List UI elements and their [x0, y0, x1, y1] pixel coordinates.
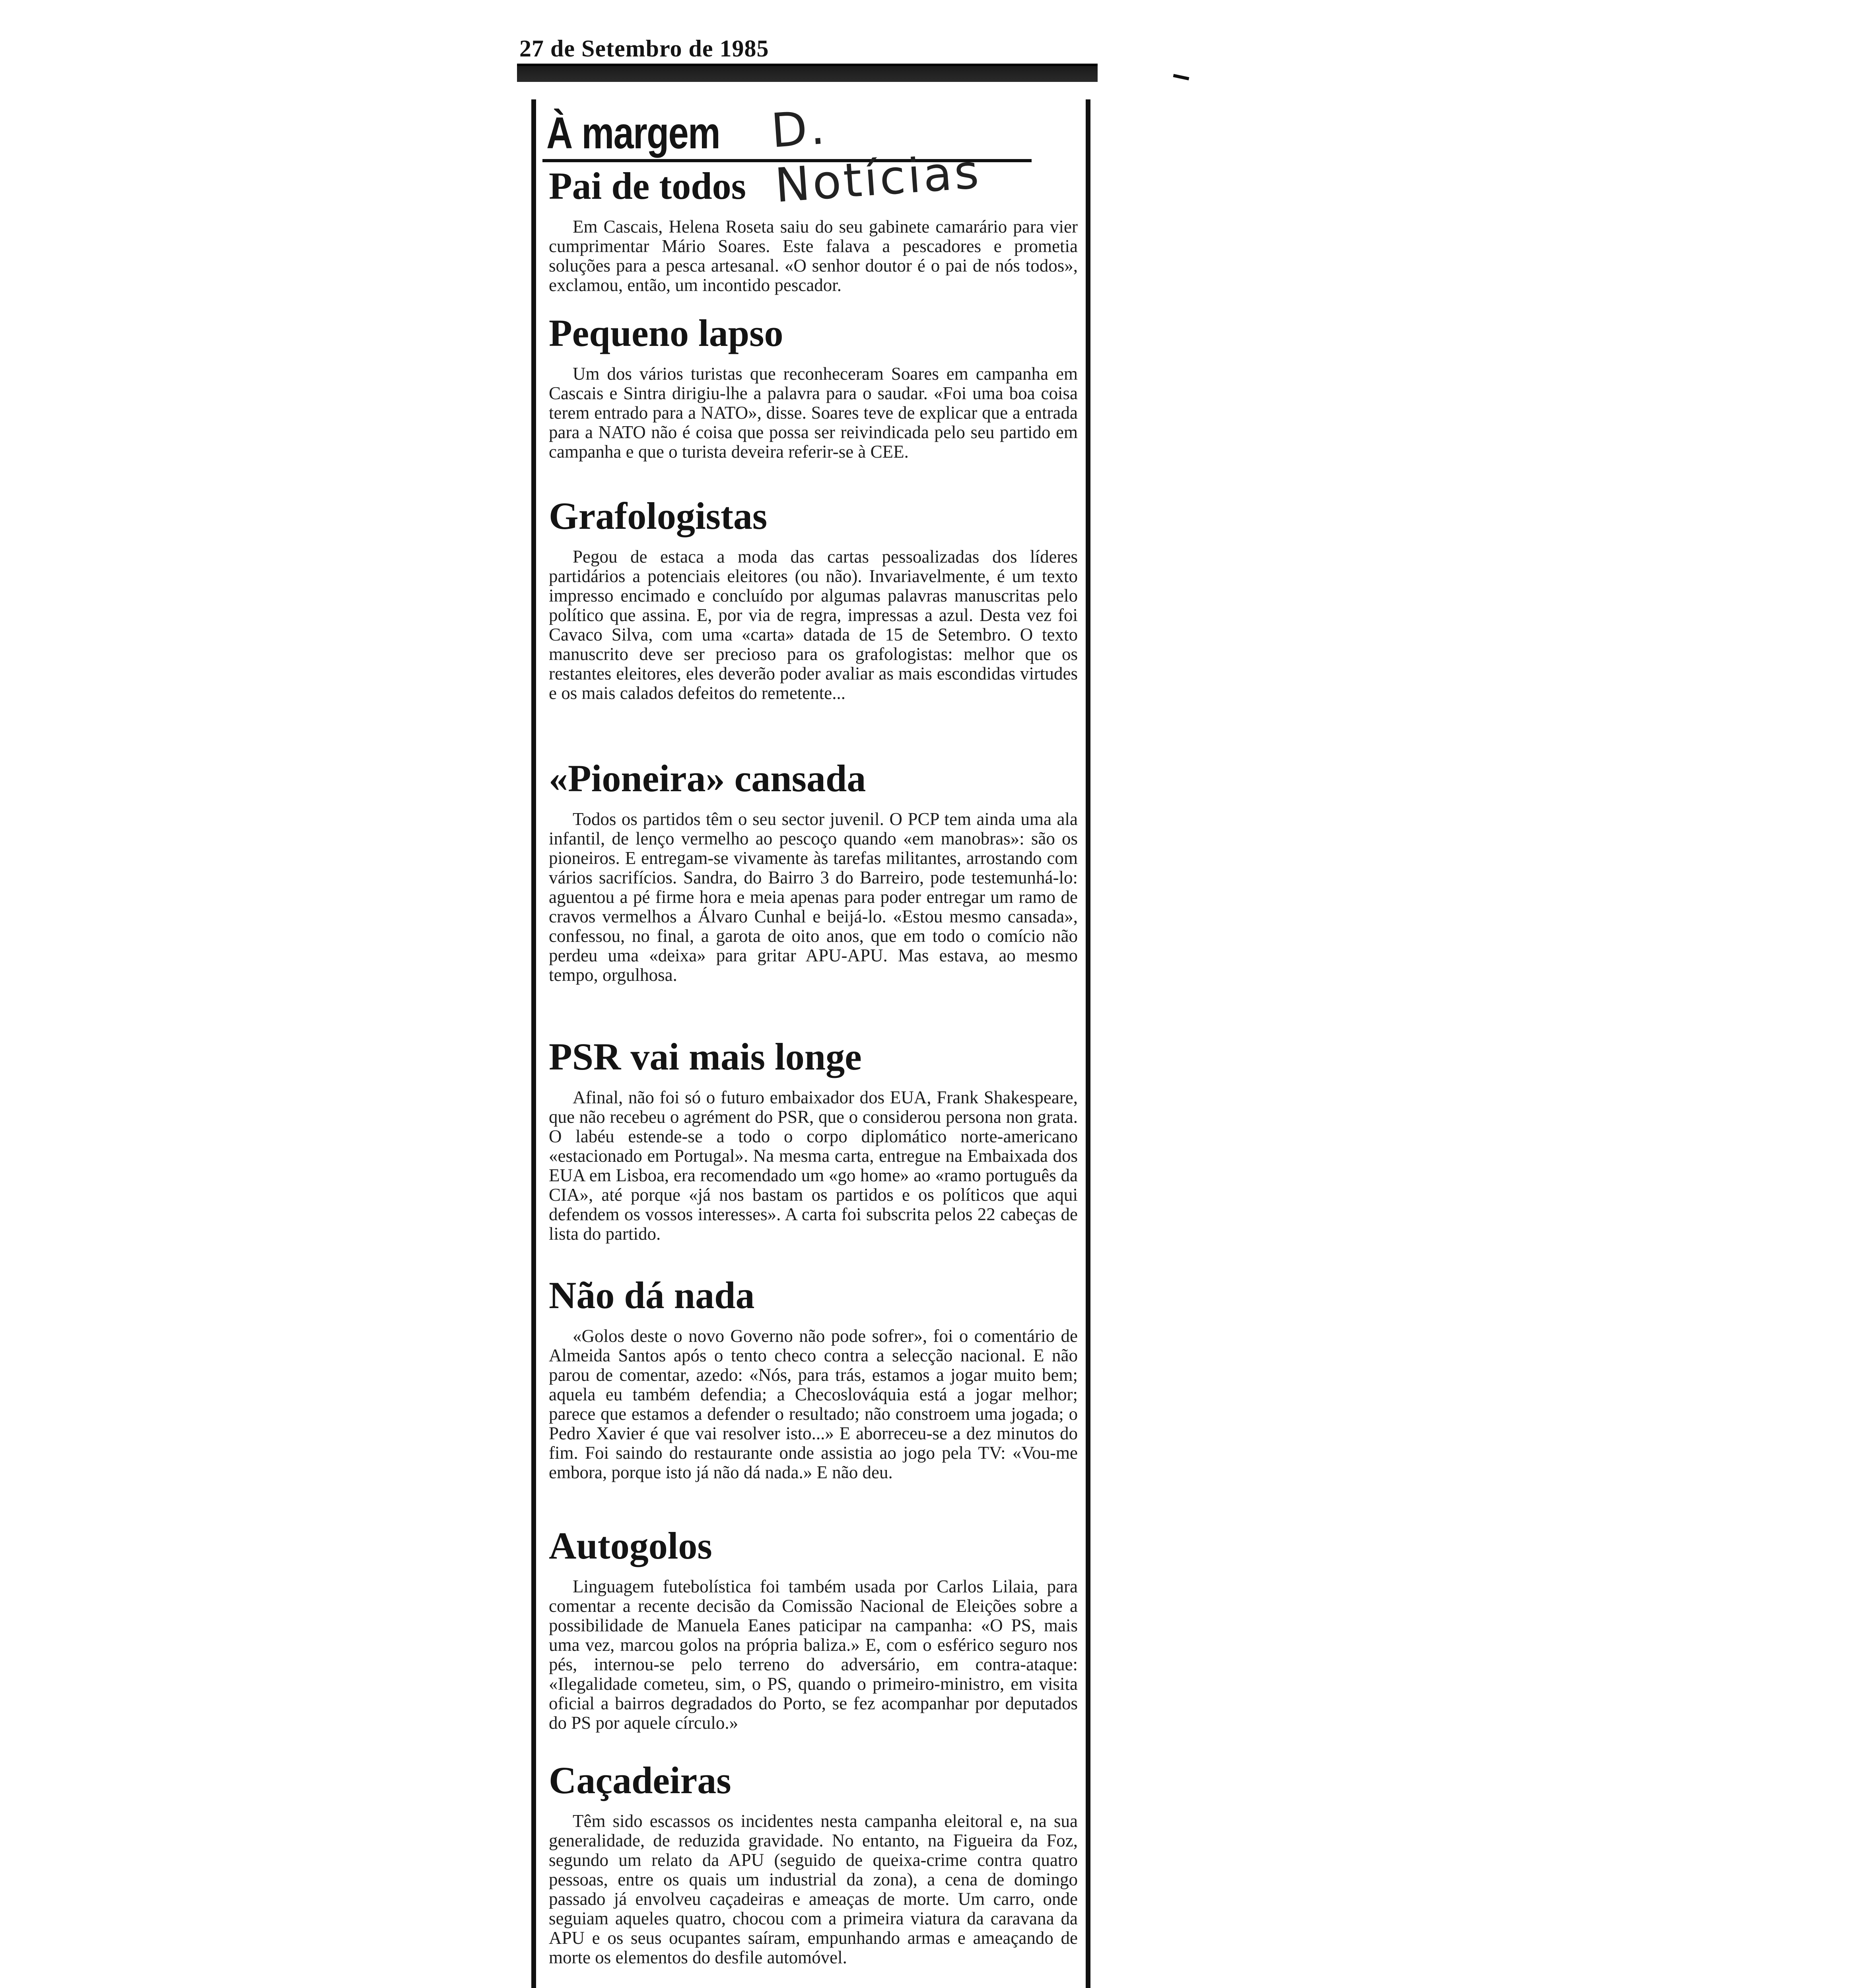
article-body: Pegou de estaca a moda das cartas pessoalizadas dos líderes partidários a potenciais eleitores (ou não). Invariavelmente, é um texto impresso encimado e concluído por algumas palavras manuscritas pelo político que assina. E, por via de regra, impressas a azul. Desta vez foi Cavaco Silva, com uma «carta» datada de 15 de Setembro. O texto manuscrito deve ser precioso para os grafologistas: melhor que os restantes eleitores, eles deverão poder avaliar as mais escondidas virtudes e os mais calados defeitos do remetente... [549, 547, 1078, 703]
article-title: PSR vai mais longe [549, 1035, 862, 1078]
article-title: Caçadeiras [549, 1759, 731, 1802]
article-pequeno-lapso [549, 314, 1078, 462]
publication-date: 27 de Setembro de 1985 [519, 35, 769, 62]
article-cacadeiras [549, 1761, 1078, 1967]
article-autogolos [549, 1524, 1078, 1733]
article-body: Em Cascais, Helena Roseta saiu do seu gabinete camarário para vier cumprimentar Mário Soares. Este falava a pescadores e prometia soluções para a pesca artesanal. «O senhor doutor é o pai de nós todos», exclamou, então, um incontido pescador. [549, 217, 1078, 295]
article-body: Todos os partidos têm o seu sector juvenil. O PCP tem ainda uma ala infantil, de lenço vermelho ao pescoço quando «em manobras»: são os pioneiros. E entregam-se vivamente às tarefas militantes, arrostando com vários sacrifícios. Sandra, do Bairro 3 do Barreiro, pode testemunhá-lo: aguentou a pé firme hora e meia apenas para poder entregar um ramo de cravos vermelhos a Álvaro Cunhal e beijá-lo. «Estou mesmo cansada», confessou, no final, a garota de oito anos, que em todo o comício não perdeu uma «deixa» para gritar APU-APU. Mas estava, ao mesmo tempo, orgulhosa. [549, 809, 1078, 985]
article-pai-de-todos [549, 167, 1078, 295]
margin-mark [1173, 74, 1189, 80]
article-grafologistas [549, 497, 1078, 703]
article-title: Grafologistas [549, 495, 768, 537]
article-title: «Pioneira» cansada [549, 757, 866, 800]
article-body: «Golos deste o novo Governo não pode sofrer», foi o comentário de Almeida Santos após o tento checo contra a selecção nacional. E não parou de comentar, azedo: «Nós, para trás, estamos a jogar muito bem; aquela eu também defendia; a Checoslováquia está a jogar melhor; parece que estamos a defender o resultado; não constroem uma jogada; o Pedro Xavier é que vai resolver isto...» E aborreceu-se a dez minutos do fim. Foi saindo do restaurante onde assistia ao jogo pela TV: «Vou-me embora, porque isto já não dá nada.» E não deu. [549, 1326, 1078, 1482]
article-body: Linguagem futebolística foi também usada por Carlos Lilaia, para comentar a recente decisão da Comissão Nacional de Eleições sobre a possibilidade de Manuela Eanes paticipar na campanha: «O PS, mais uma vez, marcou golos na própria baliza.» E, com o esférico seguro nos pés, internou-se pelo terreno do adversário, em contra-ataque: «Ilegalidade cometeu, sim, o PS, quando o primeiro-ministro, em visita oficial a bairros degradados do Porto, se fez acompanhar por deputados do PS por aquele círculo.» [549, 1576, 1078, 1733]
article-title: Pequeno lapso [549, 312, 783, 354]
section-title: À margem [546, 108, 720, 158]
handwritten-source-stamp: D. Notícias [769, 99, 983, 213]
article-body: Têm sido escassos os incidentes nesta campanha eleitoral e, na sua generalidade, de reduzida gravidade. No entanto, na Figueira da Foz, segundo um relato da APU (seguido de queixa-crime contra quatro pessoas, entre os quais um industrial da zona), a cena de domingo passado já envolveu caçadeiras e ameaças de morte. Um carro, onde seguiam aqueles quatro, chocou com a primeira viatura da caravana da APU e os seus ocupantes saíram, empunhando armas e ameaçando de morte os elementos do desfile automóvel. [549, 1811, 1078, 1967]
top-rule [517, 64, 1098, 82]
article-nao-da-nada [549, 1276, 1078, 1482]
article-body: Um dos vários turistas que reconheceram Soares em campanha em Cascais e Sintra dirigiu-lhe a palavra para o saudar. «Foi uma boa coisa terem entrado para a NATO», disse. Soares teve de explicar que a entrada para a NATO não é coisa que possa ser reivindicada pelo seu partido em campanha e que o turista deveira referir-se à CEE. [549, 364, 1078, 462]
article-body: Afinal, não foi só o futuro embaixador dos EUA, Frank Shakespeare, que não recebeu o agrément do PSR, que o considerou persona non grata. O labéu estende-se a todo o corpo diplomático norte-americano «estacionado em Portugal». Na mesma carta, entregue na Embaixada dos EUA em Lisboa, era recomendado um «go home» ao «ramo português da CIA», até porque «já nos bastam os partidos e os políticos que aqui defendem os vossos interesses». A carta foi subscrita pelos 22 cabeças de lista do partido. [549, 1087, 1078, 1244]
article-title: Não dá nada [549, 1274, 755, 1316]
column-border-right [1086, 99, 1090, 1988]
article-title: Pai de todos [549, 165, 746, 207]
article-psr-vai-mais-longe [549, 1035, 1078, 1244]
article-title: Autogolos [549, 1524, 712, 1567]
article-pioneira-cansada [549, 759, 1078, 985]
column-border-left [531, 99, 536, 1988]
